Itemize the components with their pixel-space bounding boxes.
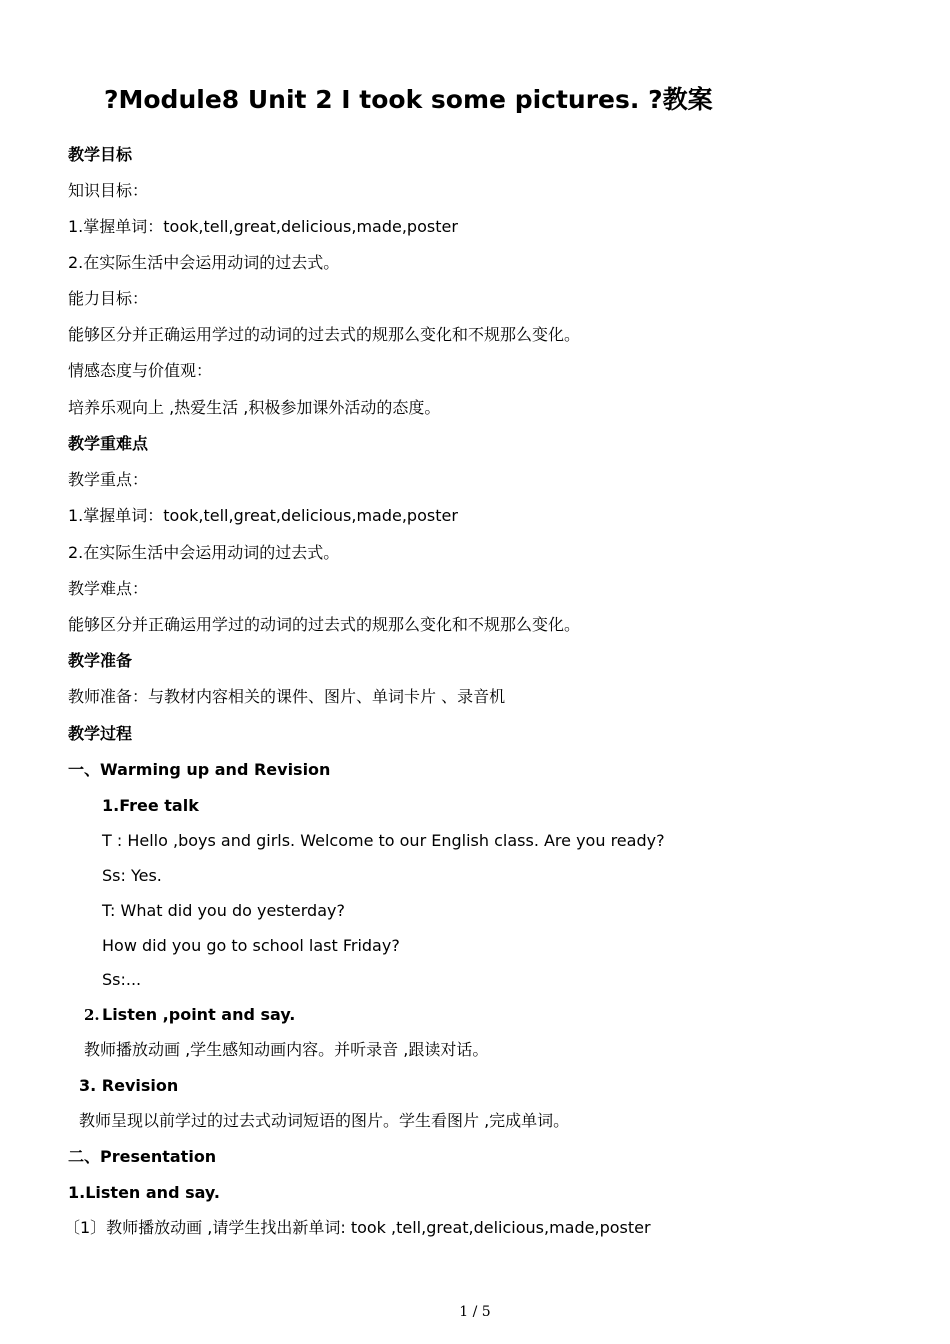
dialog-line-3: T: What did you do yesterday? [102, 901, 345, 920]
focus-item-2: 2.在实际生活中会运用动词的过去式。 [68, 543, 340, 562]
listen-and-say-heading: 1.Listen and say. [68, 1183, 220, 1202]
listen-number: 2. [84, 1006, 100, 1024]
free-talk-heading: 1.Free talk [102, 796, 199, 815]
listen-point-say-text: 教师播放动画 ,学生感知动画内容。并听录音 ,跟读对话。 [84, 1040, 489, 1059]
preparation-text: 教师准备：与教材内容相关的课件、图片、单词卡片 、录音机 [68, 687, 506, 706]
revision-heading: 3. Revision [79, 1076, 179, 1095]
revision-text: 教师呈现以前学过的过去式动词短语的图片。学生看图片 ,完成单词。 [79, 1111, 570, 1130]
knowledge-goal-item-2: 2.在实际生活中会运用动词的过去式。 [68, 253, 340, 272]
section-heading-key-points: 教学重难点 [68, 434, 149, 453]
difficulty-text: 能够区分并正确运用学过的动词的过去式的规那么变化和不规那么变化。 [68, 615, 581, 634]
part-1-heading: 一、Warming up and Revision [68, 760, 331, 779]
knowledge-goal-label: 知识目标： [68, 181, 149, 200]
attitude-goal-label: 情感态度与价值观： [68, 361, 213, 380]
dialog-line-5: Ss:... [102, 970, 142, 989]
section-heading-goals: 教学目标 [68, 145, 133, 164]
dialog-line-2: Ss: Yes. [102, 866, 162, 885]
ability-goal-text: 能够区分并正确运用学过的动词的过去式的规那么变化和不规那么变化。 [68, 325, 581, 344]
knowledge-goal-item-1: 1.掌握单词：took,tell,great,delicious,made,poster [68, 217, 458, 236]
section-heading-process: 教学过程 [68, 724, 133, 743]
ability-goal-label: 能力目标： [68, 289, 149, 308]
part-2-heading: 二、Presentation [68, 1147, 217, 1166]
difficulty-label: 教学难点： [68, 579, 149, 598]
section-heading-preparation: 教学准备 [68, 651, 133, 670]
page-indicator: 1 / 5 [459, 1304, 491, 1320]
document-title: ?Module8 Unit 2 I took some pictures. ?教案 [104, 85, 713, 114]
attitude-goal-text: 培养乐观向上 ,热爱生活 ,积极参加课外活动的态度。 [68, 398, 441, 417]
focus-item-1: 1.掌握单词：took,tell,great,delicious,made,poster [68, 506, 458, 525]
listen-point-say-heading: Listen ,point and say. [102, 1005, 296, 1024]
dialog-line-1: T : Hello ,boys and girls. Welcome to our English class. Are you ready? [102, 831, 665, 850]
focus-label: 教学重点： [68, 470, 149, 489]
dialog-line-4: How did you go to school last Friday? [102, 936, 400, 955]
step-1-text: 〔1〕教师播放动画 ,请学生找出新单词: took ,tell,great,delicious,made,poster [64, 1218, 651, 1237]
